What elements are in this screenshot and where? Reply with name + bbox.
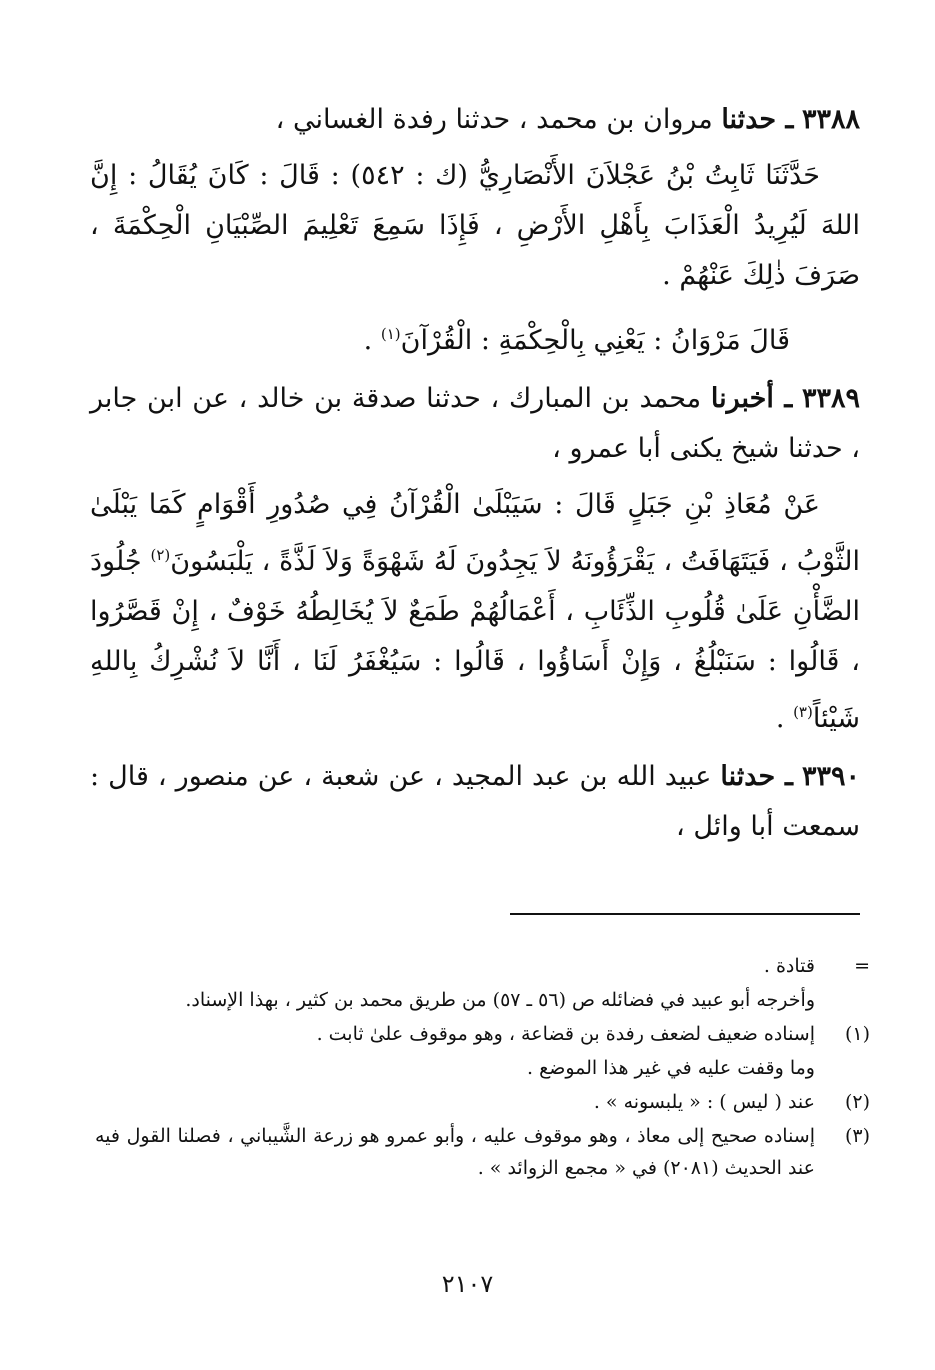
footnote-marker: (٣) — [844, 1125, 870, 1147]
footnote-divider — [510, 913, 860, 915]
hadith-3389-matn-b: جُلُودَ الضَّأْنِ عَلَىٰ قُلُوبِ الذِّئَابِ ، أَعْمَالُهُمْ طَمَعٌ لاَ يُخَالِطُهُ خَوْفٌ ، إِنْ قَصَّرُوا ، قَالُوا : سَنَبْلُغُ ، وَإِنْ أَسَاؤُوا ، قَالُوا : سَيُغْفَرُ لَنَا ، أَنَّا لاَ نُشْرِكُ بِاللهِ شَيْئاً — [90, 546, 860, 734]
hadith-3388-isnad — [90, 95, 860, 145]
hadith-3389-matn — [90, 480, 860, 744]
hadith-3388-isnad-text: مروان بن محمد ، حدثنا رفدة الغساني ، — [275, 104, 713, 135]
hadith-3390-dash: ـ — [775, 761, 793, 792]
hadith-3389-number: ٣٣٨٩ — [801, 383, 860, 414]
footnote-ref-2: (٢) — [150, 546, 171, 564]
footnote-text: وأخرجه أبو عبيد في فضائله ص (٥٦ ـ ٥٧) من طريق محمد بن كثير ، بهذا الإسناد. — [185, 989, 815, 1011]
hadith-3389-isnad-text: محمد بن المبارك ، حدثنا صدقة بن خالد ، عن ابن جابر ، حدثنا شيخ يكنى أبا عمرو ، — [90, 383, 860, 464]
hadith-3390-isnad — [90, 752, 860, 852]
hadith-3389-lead: أخبرنا — [710, 383, 774, 414]
hadith-3389-matn-a: عَنْ مُعَاذِ بْنِ جَبَلٍ قَالَ : سَيَبْلَىٰ الْقُرْآنُ فِي صُدُورِ أَقْوَامٍ كَمَا يَبْلَىٰ الثَّوْبُ ، فَيَتَهَافَتُ ، يَقْرَؤُونَهُ لاَ يَجِدُونَ لَهُ شَهْوَةً وَلاَ لَذَّةً ، يَلْبَسُونَ — [90, 489, 860, 577]
footnote-marker — [815, 984, 870, 1016]
hadith-3388-note-end: . — [363, 325, 373, 356]
footnote-marker: (٢) — [844, 1091, 870, 1113]
hadith-3388-note — [90, 309, 860, 366]
footnote-ref-3: (٣) — [793, 703, 813, 721]
page-number: ٢١٠٧ — [441, 1270, 494, 1298]
footnote-1 — [95, 1018, 870, 1050]
hadith-3389-matn-end: . — [775, 703, 785, 734]
footnote-continuation-2 — [95, 984, 870, 1016]
footnote-continuation — [95, 950, 870, 982]
footnote-2 — [95, 1086, 870, 1118]
footnote-text: قتادة . — [763, 955, 815, 977]
hadith-3390-number: ٣٣٩٠ — [801, 761, 860, 792]
hadith-3389-isnad — [90, 374, 860, 474]
hadith-3388-number: ٣٣٨٨ — [801, 104, 860, 135]
footnote-text: عند ( ليس ) : « يلبسونه » . — [593, 1091, 815, 1113]
footnote-marker: = — [854, 955, 870, 977]
hadith-3388-note-text: قَالَ مَرْوَانُ : يَعْنِي بِالْحِكْمَةِ : الْقُرْآنَ — [400, 325, 790, 356]
hadith-3388-lead: حدثنا — [721, 104, 777, 135]
footnote-ref-1: (١) — [380, 325, 401, 343]
footnote-text: إسناده ضعيف لضعف رفدة بن قضاعة ، وهو موقوف علىٰ ثابت . — [316, 1023, 815, 1045]
footnote-3 — [95, 1120, 870, 1184]
footnotes — [95, 950, 870, 1186]
footnote-marker — [815, 1052, 870, 1084]
hadith-3390-lead: حدثنا — [720, 761, 776, 792]
hadith-3390-isnad-text: عبيد الله بن عبد المجيد ، عن شعبة ، عن منصور ، قال : سمعت أبا وائل ، — [90, 761, 860, 842]
footnote-text: وما وقفت عليه في غير هذا الموضع . — [527, 1057, 815, 1079]
hadith-3388-matn: حَدَّثَنَا ثَابِتُ بْنُ عَجْلاَنَ الأَنْصَارِيُّ (ك : ٥٤٢) : قَالَ : كَانَ يُقَالُ : إِنَّ اللهَ لَيُرِيدُ الْعَذَابَ بِأَهْلِ الأَرْضِ ، فَإِذَا سَمِعَ تَعْلِيمَ الصِّبْيَانِ الْحِكْمَةَ ، صَرَفَ ذٰلِكَ عَنْهُمْ . — [90, 160, 860, 291]
hadith-3389-dash: ـ — [773, 383, 793, 414]
footnote-1-continuation — [95, 1052, 870, 1084]
hadith-3388-dash: ـ — [776, 104, 794, 135]
footnote-text: إسناده صحيح إلى معاذ ، وهو موقوف عليه ، وأبو عمرو هو زرعة الشَّيباني ، فصلنا القول فيه عند الحديث (٢٠٨١) في « مجمع الزوائد » . — [95, 1125, 815, 1179]
footnote-marker: (١) — [844, 1023, 870, 1045]
main-text — [90, 95, 860, 858]
